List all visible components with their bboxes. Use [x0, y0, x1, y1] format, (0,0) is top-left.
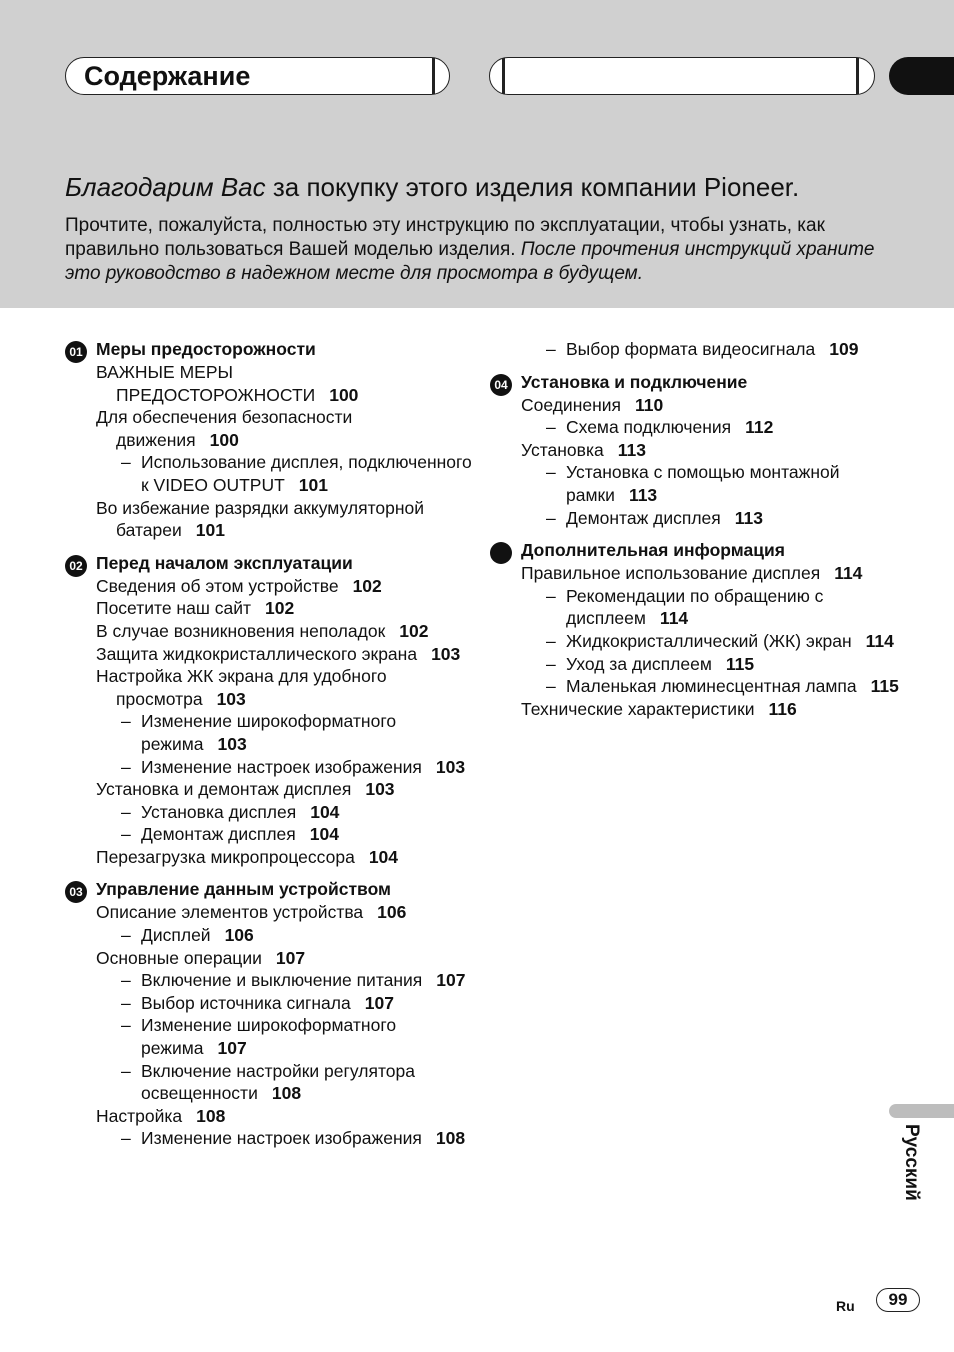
chapter-badge: 02 — [65, 555, 87, 577]
language-label: Русский — [901, 1124, 922, 1201]
intro-heading-italic: Благодарим Вас — [65, 172, 266, 202]
dash-marker: – — [546, 653, 556, 674]
toc-entry — [121, 710, 475, 755]
section-title: Установка и подключение — [521, 371, 748, 392]
entry-text: Основные операции — [96, 947, 262, 968]
toc-section — [65, 878, 475, 1150]
entry-page: 113 — [617, 439, 646, 460]
dash-marker: – — [121, 711, 131, 732]
dash-marker: – — [121, 970, 131, 991]
entry-text: Сведения об этом устройстве — [96, 575, 339, 596]
pill-divider — [856, 58, 859, 94]
title-pill — [65, 57, 450, 95]
toc-entry — [521, 394, 900, 417]
entry-page: 100 — [329, 384, 359, 405]
toc-entry — [546, 585, 900, 630]
section-title: Управление данным устройством — [96, 879, 391, 900]
intro-paragraph — [65, 214, 895, 286]
dash-marker: – — [546, 462, 556, 483]
dash-marker: – — [121, 1015, 131, 1036]
entry-page: 101 — [195, 520, 225, 541]
toc-entry — [96, 497, 475, 542]
entry-text: Установка и демонтаж дисплея — [96, 779, 352, 800]
entry-page: 106 — [224, 925, 254, 946]
section-pill — [489, 57, 875, 95]
entry-text: Включение настройки регулятора освещенности — [141, 1060, 415, 1104]
dash-marker: – — [121, 801, 131, 822]
toc-entry — [546, 416, 900, 439]
entry-text: Технические характеристики — [521, 698, 755, 719]
toc-entry — [96, 846, 475, 869]
entry-text: Использование дисплея, подключенного к VIDEO OUTPUT — [141, 452, 472, 495]
toc-entry — [121, 823, 475, 846]
toc-entry — [121, 1014, 475, 1059]
toc-section — [65, 552, 475, 869]
intro-text: Прочтите, пожалуйста, полностью эту инструкцию по эксплуатации, чтобы узнать, как правильно пользоваться Вашей моделью изделия. — [65, 215, 825, 260]
dash-marker: – — [546, 339, 556, 359]
toc-entry — [546, 507, 900, 530]
section-title: Дополнительная информация — [521, 540, 785, 561]
entry-page: 116 — [768, 698, 797, 719]
entry-text: Правильное использование дисплея — [521, 563, 821, 584]
entry-page: 115 — [725, 653, 755, 674]
intro-heading — [65, 172, 799, 203]
entry-page: 113 — [628, 484, 658, 505]
entry-text: Посетите наш сайт — [96, 598, 251, 619]
toc-entry — [96, 1105, 475, 1128]
entry-text: Описание элементов устройства — [96, 902, 364, 923]
dash-marker: – — [546, 676, 556, 697]
toc-entry — [521, 698, 900, 721]
entry-page: 114 — [834, 563, 863, 584]
entry-text: ВАЖНЫЕ МЕРЫ ПРЕДОСТОРОЖНОСТИ — [96, 362, 316, 405]
entry-text: Соединения — [521, 394, 622, 415]
toc-entry — [121, 1127, 475, 1150]
toc-section — [65, 338, 475, 542]
entry-page: 104 — [309, 824, 339, 845]
entry-text: Уход за дисплеем — [566, 653, 712, 674]
chapter-badge: 01 — [65, 341, 87, 363]
toc-entry — [96, 361, 475, 406]
toc-section — [490, 371, 900, 530]
footer-page-number: 99 — [876, 1288, 920, 1312]
entry-page: 110 — [635, 394, 664, 415]
pill-divider — [502, 58, 505, 94]
dash-marker: – — [121, 452, 131, 473]
toc-entry — [546, 461, 900, 506]
intro-heading-rest: за покупку этого изделия компании Pioneer. — [265, 172, 800, 202]
dash-marker: – — [121, 1128, 131, 1149]
dash-marker: – — [121, 992, 131, 1013]
toc-entry — [121, 969, 475, 992]
entry-text: Включение и выключение питания — [141, 970, 423, 991]
entry-text: Изменение широкоформатного режима — [141, 711, 397, 754]
toc-entry — [521, 562, 900, 585]
toc-entry — [546, 630, 900, 653]
entry-text: Выбор источника сигнала — [141, 992, 351, 1013]
entry-text: Установка с помощью монтажной рамки — [566, 462, 840, 505]
toc-entry — [121, 801, 475, 824]
entry-text: Жидкокристаллический (ЖК) экран — [566, 630, 852, 651]
entry-page: 102 — [399, 620, 429, 641]
entry-page: 103 — [217, 733, 247, 754]
chapter-tab — [889, 57, 954, 95]
dash-marker: – — [121, 1060, 131, 1081]
entry-text: Схема подключения — [566, 417, 732, 438]
entry-text: Перезагрузка микропроцессора — [96, 846, 355, 867]
chapter-badge — [490, 542, 512, 564]
toc-entry — [121, 992, 475, 1015]
entry-page: 107 — [364, 992, 394, 1013]
toc-entry — [96, 643, 475, 666]
dash-marker: – — [546, 507, 556, 528]
entry-text: Во избежание разрядки аккумуляторной батареи — [96, 497, 425, 541]
toc-column-right — [490, 338, 900, 730]
entry-text: Рекомендации по обращению с дисплеем — [566, 585, 824, 629]
intro-text-italic: После прочтения инструкций храните это руководство в надежном месте для просмотра в будущем. — [65, 239, 875, 284]
toc-entry — [96, 778, 475, 801]
entry-text: Демонтаж дисплея — [566, 507, 721, 528]
chapter-badge: 04 — [490, 374, 512, 396]
entry-page: 114 — [865, 630, 894, 651]
toc-entry — [96, 406, 475, 451]
entry-text: Установка — [521, 439, 604, 460]
toc-entry — [96, 665, 475, 710]
dash-marker: – — [546, 417, 556, 438]
entry-text: В случае возникновения неполадок — [96, 620, 386, 641]
entry-page: 102 — [352, 575, 382, 596]
toc-entry — [121, 451, 475, 496]
toc-entry — [121, 756, 475, 779]
toc-entry — [96, 901, 475, 924]
page-title: Содержание — [84, 61, 251, 91]
section-title: Перед началом эксплуатации — [96, 552, 353, 573]
entry-text: Выбор формата видеосигнала — [566, 339, 816, 359]
toc-entry — [121, 1060, 475, 1105]
toc-entry — [96, 575, 475, 598]
entry-text: Настройка ЖК экрана для удобного просмотра — [96, 666, 387, 709]
toc-section — [490, 539, 900, 720]
entry-page: 103 — [365, 779, 395, 800]
entry-page: 103 — [216, 688, 246, 709]
pill-divider — [432, 58, 435, 94]
entry-page: 102 — [265, 598, 295, 619]
section-title: Меры предосторожности — [96, 339, 316, 359]
entry-page: 114 — [659, 608, 689, 629]
entry-page: 115 — [870, 676, 899, 697]
entry-page: 101 — [298, 474, 328, 495]
dash-marker: – — [546, 585, 556, 606]
chapter-badge: 03 — [65, 881, 87, 903]
entry-text: Изменение настроек изображения — [141, 756, 422, 777]
entry-page: 106 — [377, 902, 407, 923]
entry-text: Маленькая люминесцентная лампа — [566, 676, 857, 697]
dash-marker: – — [121, 824, 131, 845]
language-tab — [889, 1104, 954, 1118]
footer-lang-code: Ru — [836, 1298, 855, 1314]
entry-page: 107 — [275, 947, 306, 968]
toc-entry — [96, 947, 475, 970]
toc-entry — [96, 620, 475, 643]
entry-page: 107 — [217, 1038, 247, 1059]
entry-text: Установка дисплея — [141, 801, 297, 822]
entry-page: 108 — [435, 1128, 466, 1149]
entry-text: Настройка — [96, 1105, 183, 1126]
entry-text: Защита жидкокристаллического экрана — [96, 643, 418, 664]
toc-entry — [546, 653, 900, 676]
toc-entry — [546, 338, 900, 361]
dash-marker: – — [546, 630, 556, 651]
toc-entry — [521, 439, 900, 462]
toc-entry — [121, 924, 475, 947]
entry-page: 104 — [310, 801, 340, 822]
toc-continuation — [490, 338, 900, 361]
entry-page: 104 — [368, 846, 399, 867]
entry-page: 112 — [745, 417, 774, 438]
toc-entry — [96, 597, 475, 620]
entry-text: Изменение настроек изображения — [141, 1128, 422, 1149]
dash-marker: – — [121, 925, 131, 946]
entry-page: 100 — [209, 429, 239, 450]
entry-page: 107 — [436, 970, 466, 991]
entry-page: 108 — [196, 1105, 226, 1126]
entry-text: Дисплей — [141, 925, 211, 946]
entry-text: Для обеспечения безопасности движения — [96, 407, 353, 450]
toc-column-left — [65, 338, 475, 1160]
entry-text: Демонтаж дисплея — [141, 824, 296, 845]
toc-entry — [546, 675, 900, 698]
entry-page: 103 — [435, 756, 466, 777]
entry-page: 103 — [431, 643, 461, 664]
entry-page: 108 — [271, 1083, 302, 1104]
entry-page: 109 — [829, 339, 859, 359]
entry-page: 113 — [734, 507, 763, 528]
dash-marker: – — [121, 756, 131, 777]
entry-text: Изменение широкоформатного режима — [141, 1015, 397, 1059]
